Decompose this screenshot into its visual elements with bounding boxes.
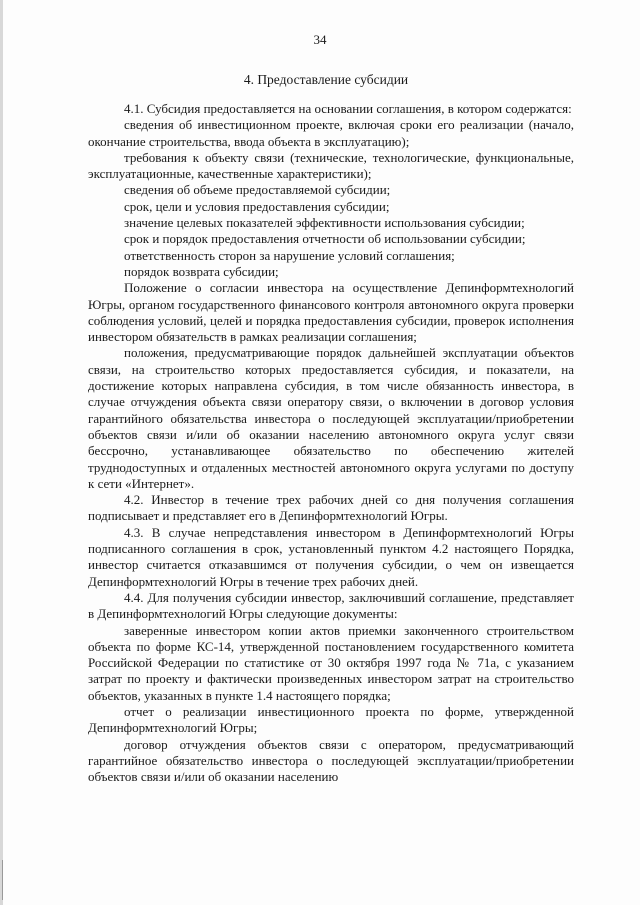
list-item: договор отчуждения объектов связи с оператором, предусматривающий гарантийное обязательство инвестора о последующей эксплуатации/приобретении объектов связи и/или об оказании населению [88, 736, 574, 785]
scan-edge [0, 0, 3, 905]
body-text [88, 101, 574, 785]
list-item: требования к объекту связи (технические, технологические, функциональные, эксплуатационные, качественные характеристики); [88, 149, 574, 182]
section-title: 4. Предоставление субсидии [243, 72, 409, 87]
list-item: ответственность сторон за нарушение условий соглашения; [124, 247, 455, 263]
paragraph-4-3: 4.3. В случае непредставления инвестором в Депинформтехнологий Югры подписанного соглашения в срок, установленный пунктом 4.2 настоящего Порядка, инвестор считается отказавшимся от получения субсидии, о чем он извещается Депинформтехнологий Югры в течение трех рабочих дней. [88, 524, 574, 589]
list-item: заверенные инвестором копии актов приемки законченного строительством объекта по форме КС-14, утвержденной постановлением государственного комитета Российской Федерации по статистике от 30 октября 1997 года № 71а, с указанием затрат по проекту и фактически произведенных инвестором затрат на строительство объектов, указанных в пункте 1.4 настоящего порядка; [88, 622, 574, 703]
list-item: срок, цели и условия предоставления субсидии; [124, 198, 390, 214]
list-item: Положение о согласии инвестора на осуществление Депинформтехнологий Югры, органом государственного финансового контроля автономного округа проверки соблюдения условий, целей и порядка предоставления субсидии, проверок исполнения инвестором обязательств в рамках реализации соглашения; [88, 280, 574, 345]
scan-corner-mark [2, 860, 17, 900]
list-item: положения, предусматривающие порядок дальнейшей эксплуатации объектов связи, на строительство которых предоставляется субсидия, и показатели, на достижение которых направлена субсидия, в том числе обязанность инвестора, в случае отчуждения объекта связи оператору связи, о включении в договор условия гарантийного обязательства инвестора о последующей эксплуатации/приобретении объектов связи и/или об оказании населению автономного округа услуг связи бессрочно, устанавливающее обязательство по обеспечению жителей труднодоступных и отдаленных местностей автономного округа услугами по доступу к сети «Интернет». [88, 345, 574, 491]
list-item: значение целевых показателей эффективности использования субсидии; [124, 215, 525, 231]
paragraph-4-1: 4.1. Субсидия предоставляется на основании соглашения, в котором содержатся: [124, 101, 572, 116]
list-item: отчет о реализации инвестиционного проекта по форме, утвержденной Депинформтехнологий Югры; [88, 703, 574, 736]
paragraph-4-2: 4.2. Инвестор в течение трех рабочих дней со дня получения соглашения подписывает и представляет его в Депинформтехнологий Югры. [88, 492, 574, 524]
list-item: сведения об объеме предоставляемой субсидии; [124, 182, 391, 198]
list-item: срок и порядок предоставления отчетности об использовании субсидии; [124, 231, 526, 247]
page-number: 34 [313, 32, 327, 47]
paragraph-4-4: 4.4. Для получения субсидии инвестор, заключивший соглашение, представляет в Депинформтехнологий Югры следующие документы: [88, 589, 574, 622]
list-item: порядок возврата субсидии; [124, 263, 279, 279]
list-item: сведения об инвестиционном проекте, включая сроки его реализации (начало, окончание строительства, ввода объекта в эксплуатацию); [88, 117, 574, 149]
